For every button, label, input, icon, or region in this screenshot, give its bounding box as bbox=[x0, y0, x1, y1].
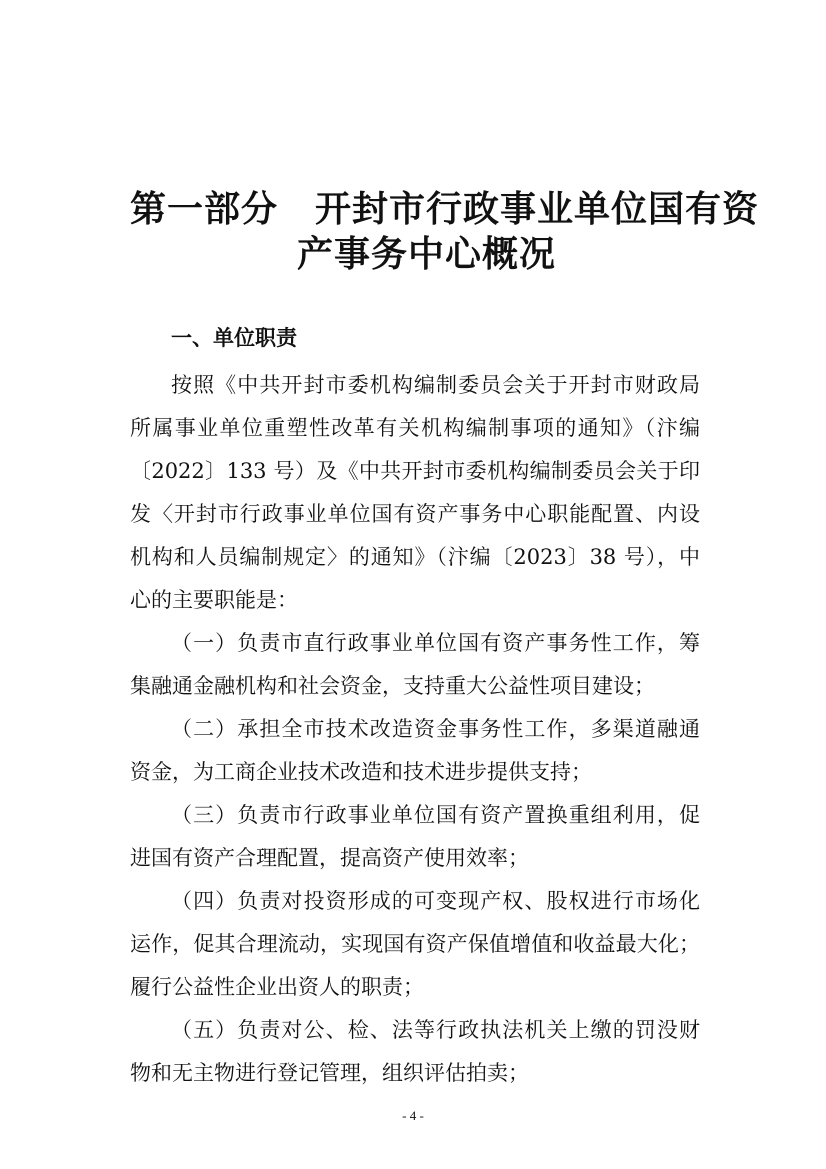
paragraph-line: 所属事业单位重塑性改革有关机构编制事项的通知》（汴编 bbox=[130, 416, 700, 440]
paragraph-line: 按照《中共开封市委机构编制委员会关于开封市财政局 bbox=[171, 373, 700, 397]
section-heading: 一、单位职责 bbox=[171, 326, 297, 350]
paragraph-line: （四）负责对投资形成的可变现产权、股权进行市场化 bbox=[171, 889, 700, 913]
page-number: - 4 - bbox=[402, 1108, 424, 1123]
paragraph-line: 心的主要职能是： bbox=[130, 588, 298, 612]
page-title-line-2: 产事务中心概况 bbox=[297, 234, 557, 275]
paragraph-line: 进国有资产合理配置，提高资产使用效率； bbox=[130, 846, 529, 870]
paragraph-line: （五）负责对公、检、法等行政执法机关上缴的罚没财 bbox=[171, 1018, 700, 1042]
paragraph-line: 履行公益性企业出资人的职责； bbox=[130, 975, 424, 999]
paragraph-line: 集融通金融机构和社会资金，支持重大公益性项目建设； bbox=[130, 674, 655, 698]
paragraph-line: （二）承担全市技术改造资金事务性工作，多渠道融通 bbox=[171, 717, 700, 741]
paragraph-line: 发〈开封市行政事业单位国有资产事务中心职能配置、内设 bbox=[130, 502, 700, 526]
paragraph-line: 资金，为工商企业技术改造和技术进步提供支持； bbox=[130, 760, 592, 784]
paragraph-line: 运作，促其合理流动，实现国有资产保值增值和收益最大化； bbox=[130, 932, 700, 956]
paragraph-line: 机构和人员编制规定〉的通知》（汴编〔2023〕38 号），中 bbox=[130, 545, 700, 569]
paragraph-line: 〔2022〕133 号）及《中共开封市委机构编制委员会关于印 bbox=[130, 459, 700, 483]
paragraph-line: 物和无主物进行登记管理，组织评估拍卖； bbox=[130, 1061, 529, 1085]
paragraph-line: （三）负责市行政事业单位国有资产置换重组利用，促 bbox=[171, 803, 700, 827]
paragraph-line: （一）负责市直行政事业单位国有资产事务性工作，筹 bbox=[171, 631, 700, 655]
page-title-line-1: 第一部分 开封市行政事业单位国有资 bbox=[130, 189, 760, 230]
